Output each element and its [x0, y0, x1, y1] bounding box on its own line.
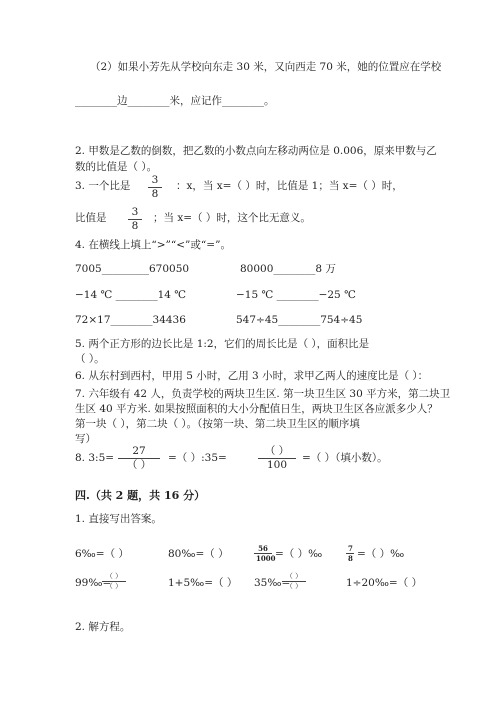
- section-5-line-1: 5. 两个正方形的边长比是 1:2，它们的周长比是（ ），面积比是: [75, 338, 370, 350]
- part-4-heading: 四.（共 2 题，共 16 分）: [75, 489, 206, 502]
- section-4-title: 4. 在横线上填上“>”“<”或“=”。: [75, 239, 231, 251]
- fraction-numerator: （ ）: [285, 572, 303, 580]
- section-3-middle: ：x，当 x=（ ）时，比值是 1；当 x=（ ）时，: [176, 180, 403, 192]
- section-3-end: ；当 x=（ ）时，这个比无意义。: [153, 212, 311, 224]
- section-7-line-2: 生区 40 平方米. 如果按照面积的大小分配值日生，两块卫生区各应派多少人？: [75, 403, 438, 415]
- section-7-line-1: 7. 六年级有 42 人，负责学校的两块卫生区. 第一块卫生区 30 平方米，第二块卫: [75, 388, 451, 400]
- fraction-numerator: 7: [348, 544, 353, 553]
- section-7-line-4: 写）: [75, 433, 96, 445]
- section-5-line-2: （ ）。: [75, 353, 105, 365]
- section-2-line-2: 数的比值是（ ）。: [75, 161, 158, 173]
- section-2-line-1: 2. 甲数是乙数的倒数，把乙数的小数点向左移动两位是 0.006，原来甲数与乙: [75, 145, 437, 157]
- compare-3a: 72×17________34436: [75, 314, 186, 326]
- fraction-numerator: 27: [132, 445, 146, 457]
- answer-r2c1-fraction: [102, 573, 126, 590]
- answer-r1c4-fraction: [346, 545, 354, 562]
- compare-1b: 80000________8 万: [240, 263, 336, 275]
- fraction-denominator: 1000: [256, 554, 276, 563]
- fraction-numerator: 3: [131, 206, 139, 218]
- section-6-text: 6. 从东村到西村，甲用 5 小时，乙用 3 小时，求甲乙两人的速度比是（ ）：: [75, 370, 429, 382]
- answer-r1c3-fraction: [254, 544, 276, 563]
- part-4-q1-title: 1. 直接写出答案。: [75, 513, 162, 525]
- compare-1a: 7005_________670050: [75, 263, 190, 275]
- fraction-denominator: （ ）: [285, 582, 303, 590]
- fraction-numerator: 3: [151, 174, 159, 186]
- section-8-fraction-2: [258, 446, 296, 470]
- fraction-denominator: 8: [151, 187, 159, 200]
- fraction-denominator: 100: [266, 458, 288, 471]
- answer-item-r2c2: 1+5‰=（ ）: [168, 577, 238, 589]
- answer-item-r2c1: 99‰=: [75, 577, 112, 589]
- section-8-end: =（ ）（填小数）。: [302, 452, 388, 464]
- compare-2b: −15 ℃ ________−25 ℃: [236, 289, 356, 301]
- section-3-fraction: [148, 175, 162, 199]
- fraction-denominator: （ ）: [105, 582, 123, 590]
- answer-item-r2c3: 35‰=: [254, 577, 291, 589]
- compare-2a: −14 ℃ ________14 ℃: [75, 289, 187, 301]
- part-4-q2-title: 2. 解方程。: [75, 621, 131, 633]
- fraction-denominator: （ ）: [126, 458, 152, 471]
- section-8-fraction-1: [118, 446, 160, 470]
- section-8-middle: =（ ）:35=: [168, 452, 227, 464]
- answer-item-r1c4: =（ ）‰: [357, 548, 405, 560]
- question-2-text: （2）如果小芳先从学校向东走 30 米，又向西走 70 米，她的位置应在学校: [90, 61, 442, 73]
- section-3-fraction-2: [128, 207, 142, 231]
- section-8-prefix: 8. 3:5=: [75, 452, 115, 464]
- answer-item-r2c4: 1÷20‰=（ ）: [346, 577, 423, 589]
- fraction-numerator: 56: [258, 544, 268, 553]
- answer-r2c3-fraction: [282, 573, 306, 590]
- fraction-numerator: （ ）: [105, 572, 123, 580]
- section-3-prefix: 3. 一个比是: [75, 180, 131, 192]
- section-3-line-2-prefix: 比值是: [75, 212, 107, 224]
- section-7-line-3: 第一块（ ），第二块（ ）。（按第一块、第二块卫生区的顺序填: [75, 418, 360, 430]
- answer-item-r1c2: 80‰=（ ）: [168, 548, 229, 560]
- fraction-denominator: 8: [348, 554, 353, 563]
- answer-item-r1c1: 6‰=（ ）: [75, 548, 129, 560]
- fraction-numerator: （ ）: [264, 445, 290, 457]
- fraction-denominator: 8: [131, 219, 139, 232]
- question-2-blanks: ________边________米，应记作________。: [75, 95, 275, 107]
- answer-item-r1c3: =（ ）‰: [275, 548, 323, 560]
- compare-3b: 547÷45________754÷45: [236, 314, 363, 326]
